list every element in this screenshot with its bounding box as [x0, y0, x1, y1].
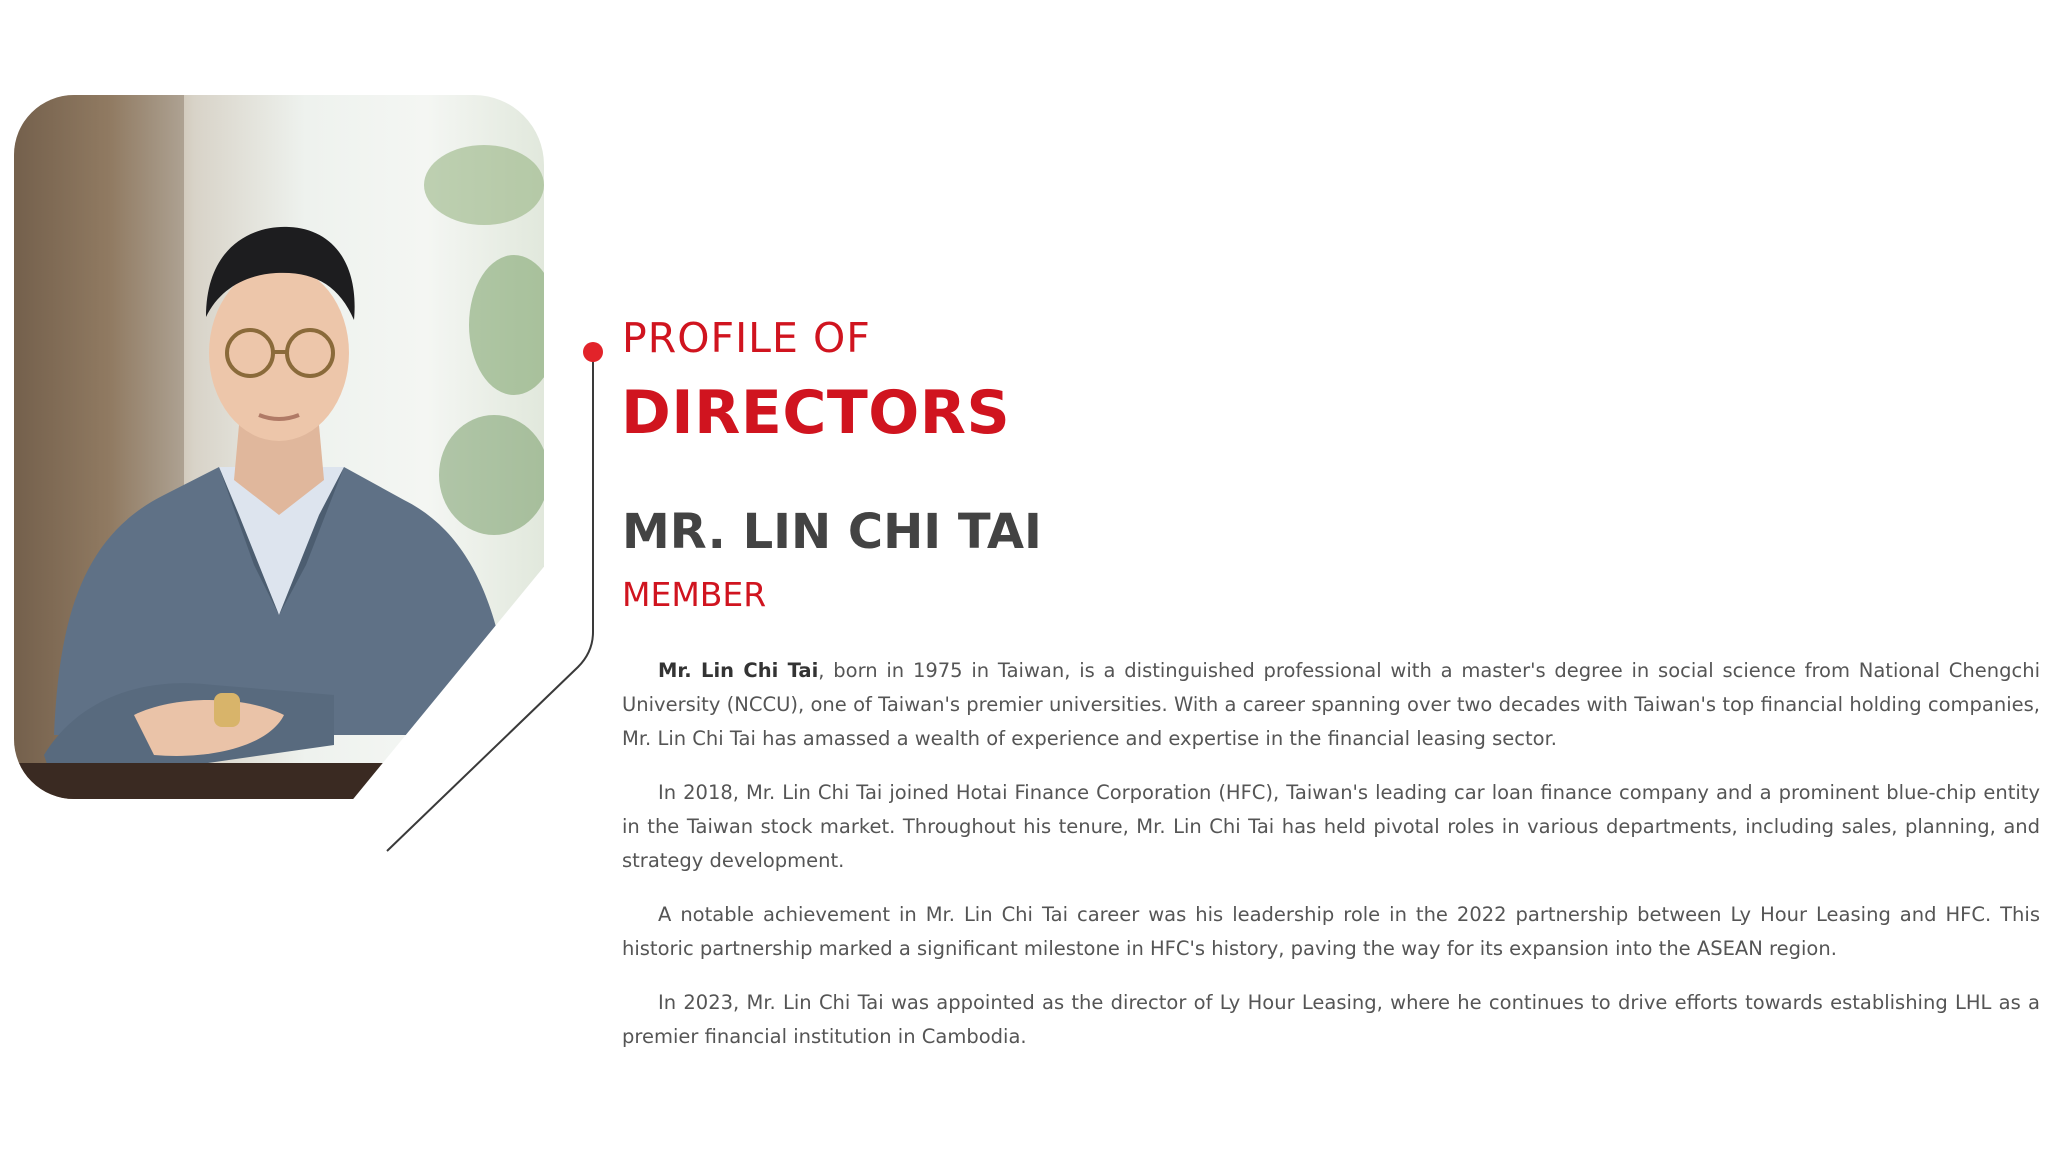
director-portrait	[14, 95, 544, 799]
director-name: MR. LIN CHI TAI	[622, 504, 1042, 560]
bio-text: , born in 1975 in Taiwan, is a distinguished professional with a master's degree in social science from National Chengchi University (NCCU), one of Taiwan's premier universities. With a career spanning over two decades with Taiwan's top financial holding companies, Mr. Lin Chi Tai has amassed a wealth of experience and expertise in the financial leasing sector.	[622, 659, 2041, 750]
bio-text: A notable achievement in Mr. Lin Chi Tai career was his leadership role in the 2022 partnership between Ly Hour Leasing and HFC. This historic partnership marked a significant milestone in HFC's history, paving the way for its expansion into the ASEAN region.	[622, 903, 2040, 960]
portrait-illustration	[14, 95, 544, 799]
accent-dot	[583, 342, 603, 362]
bio-text: In 2018, Mr. Lin Chi Tai joined Hotai Finance Corporation (HFC), Taiwan's leading car loan finance company and a prominent blue-chip entity in the Taiwan stock market. Throughout his tenure, Mr. Lin Chi Tai has held pivotal roles in various departments, including sales, planning, and strategy development.	[622, 781, 2040, 872]
bio-paragraph	[622, 898, 2040, 966]
section-title: DIRECTORS	[621, 378, 1011, 448]
bio-paragraph	[622, 986, 2040, 1054]
bio-paragraph	[622, 776, 2040, 878]
bio-lead-name: Mr. Lin Chi Tai	[658, 659, 819, 682]
director-bio	[622, 654, 2040, 1074]
bio-text: In 2023, Mr. Lin Chi Tai was appointed as the director of Ly Hour Leasing, where he continues to drive efforts towards establishing LHL as a premier financial institution in Cambodia.	[622, 991, 2040, 1048]
section-pre-title: PROFILE OF	[622, 314, 871, 362]
bio-paragraph	[622, 654, 2040, 756]
director-role: MEMBER	[622, 575, 767, 614]
